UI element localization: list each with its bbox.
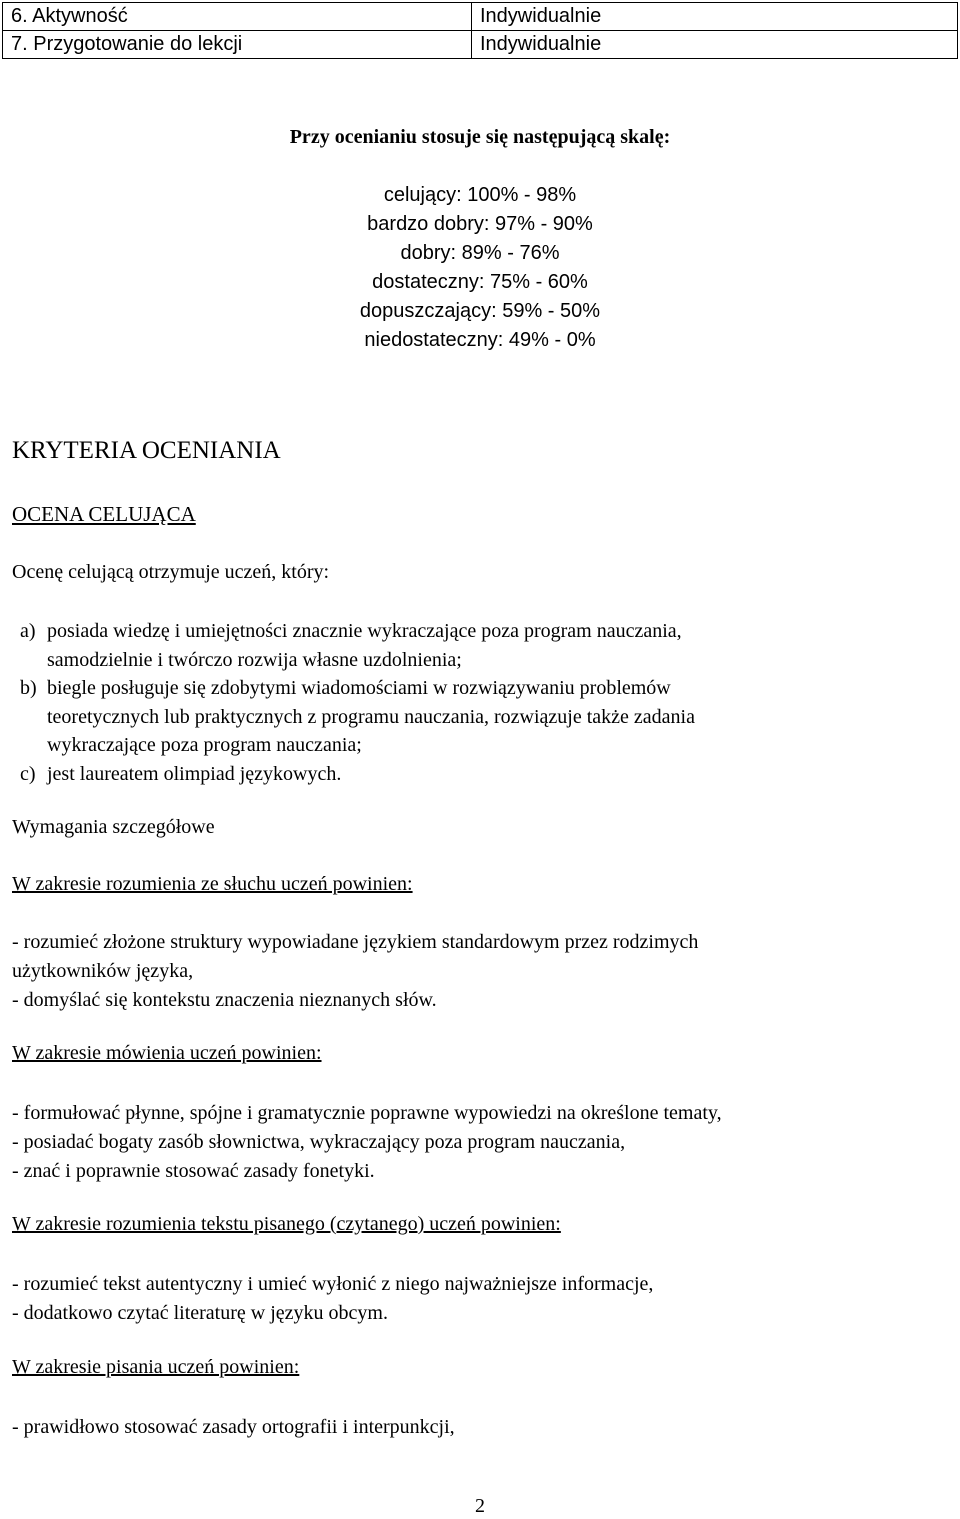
writing-title: W zakresie pisania uczeń powinien: bbox=[12, 1356, 300, 1378]
list-item bbox=[12, 674, 942, 760]
requirement-line: - rozumieć złożone struktury wypowiadane językiem standardowym przez rodzimych bbox=[12, 931, 699, 953]
list-item-line: wykraczające poza program nauczania; bbox=[47, 734, 362, 756]
listening-list bbox=[12, 928, 698, 1015]
scale-item: dopuszczający: 59% - 50% bbox=[359, 300, 601, 322]
list-item-line: biegle posługuje się zdobytymi wiadomościami w rozwiązywaniu problemów bbox=[47, 677, 671, 699]
requirements-title: Wymagania szczegółowe bbox=[12, 816, 215, 838]
writing-list bbox=[12, 1413, 455, 1442]
requirement-line: użytkowników języka, bbox=[12, 960, 194, 982]
requirement-line: - rozumieć tekst autentyczny i umieć wyłonić z niego najważniejsze informacje, bbox=[12, 1273, 654, 1295]
list-marker: b) bbox=[20, 677, 37, 699]
table-cell-label: 6. Aktywność bbox=[3, 3, 472, 31]
list-item-line: samodzielnie i twórczo rozwija własne uzdolnienia; bbox=[47, 648, 462, 671]
criteria-intro: Ocenę celującą otrzymuje uczeń, który: bbox=[12, 561, 330, 583]
criteria-subheading: OCENA CELUJĄCA bbox=[12, 502, 196, 526]
list-marker: a) bbox=[20, 620, 36, 642]
scale-item: dostateczny: 75% - 60% bbox=[372, 271, 588, 293]
requirement-line: - znać i poprawnie stosować zasady fonetyki. bbox=[12, 1160, 375, 1182]
scale-title: Przy ocenianiu stosuje się następującą skalę: bbox=[289, 126, 671, 148]
requirement-line: - prawidłowo stosować zasady ortografii i interpunkcji, bbox=[12, 1416, 455, 1438]
scale-item: dobry: 89% - 76% bbox=[400, 242, 560, 264]
reading-list bbox=[12, 1270, 653, 1328]
scale-item: bardzo dobry: 97% - 90% bbox=[367, 213, 593, 235]
list-item-line: posiada wiedzę i umiejętności znacznie wykraczające poza program nauczania, bbox=[47, 620, 682, 642]
activity-table bbox=[2, 2, 958, 59]
scale-item: celujący: 100% - 98% bbox=[383, 184, 577, 206]
requirement-line: - domyślać się kontekstu znaczenia nieznanych słów. bbox=[12, 989, 437, 1011]
criteria-heading: KRYTERIA OCENIANIA bbox=[12, 437, 281, 464]
page-number: 2 bbox=[475, 1495, 485, 1517]
table-row bbox=[3, 3, 958, 31]
table-cell-value: Indywidualnie bbox=[472, 3, 958, 31]
listening-title: W zakresie rozumienia ze słuchu uczeń powinien: bbox=[12, 873, 413, 895]
table-cell-label: 7. Przygotowanie do lekcji bbox=[3, 31, 472, 59]
speaking-title: W zakresie mówienia uczeń powinien: bbox=[12, 1042, 322, 1064]
list-item bbox=[12, 760, 942, 789]
list-marker: c) bbox=[20, 762, 36, 785]
scale-item: niedostateczny: 49% - 0% bbox=[364, 329, 596, 351]
requirement-line: - formułować płynne, spójne i gramatycznie poprawne wypowiedzi na określone tematy, bbox=[12, 1102, 722, 1124]
list-item bbox=[12, 617, 942, 674]
requirement-line: - dodatkowo czytać literaturę w języku obcym. bbox=[12, 1302, 388, 1324]
criteria-list bbox=[12, 617, 942, 788]
reading-title: W zakresie rozumienia tekstu pisanego (czytanego) uczeń powinien: bbox=[12, 1213, 561, 1235]
list-item-line: jest laureatem olimpiad językowych. bbox=[47, 762, 342, 785]
requirement-line: - posiadać bogaty zasób słownictwa, wykraczający poza program nauczania, bbox=[12, 1131, 626, 1153]
table-row bbox=[3, 31, 958, 59]
table-cell-value: Indywidualnie bbox=[472, 31, 958, 59]
scale-list bbox=[0, 181, 960, 355]
speaking-list bbox=[12, 1099, 722, 1186]
list-item-line: teoretycznych lub praktycznych z programu nauczania, rozwiązuje także zadania bbox=[47, 705, 695, 728]
